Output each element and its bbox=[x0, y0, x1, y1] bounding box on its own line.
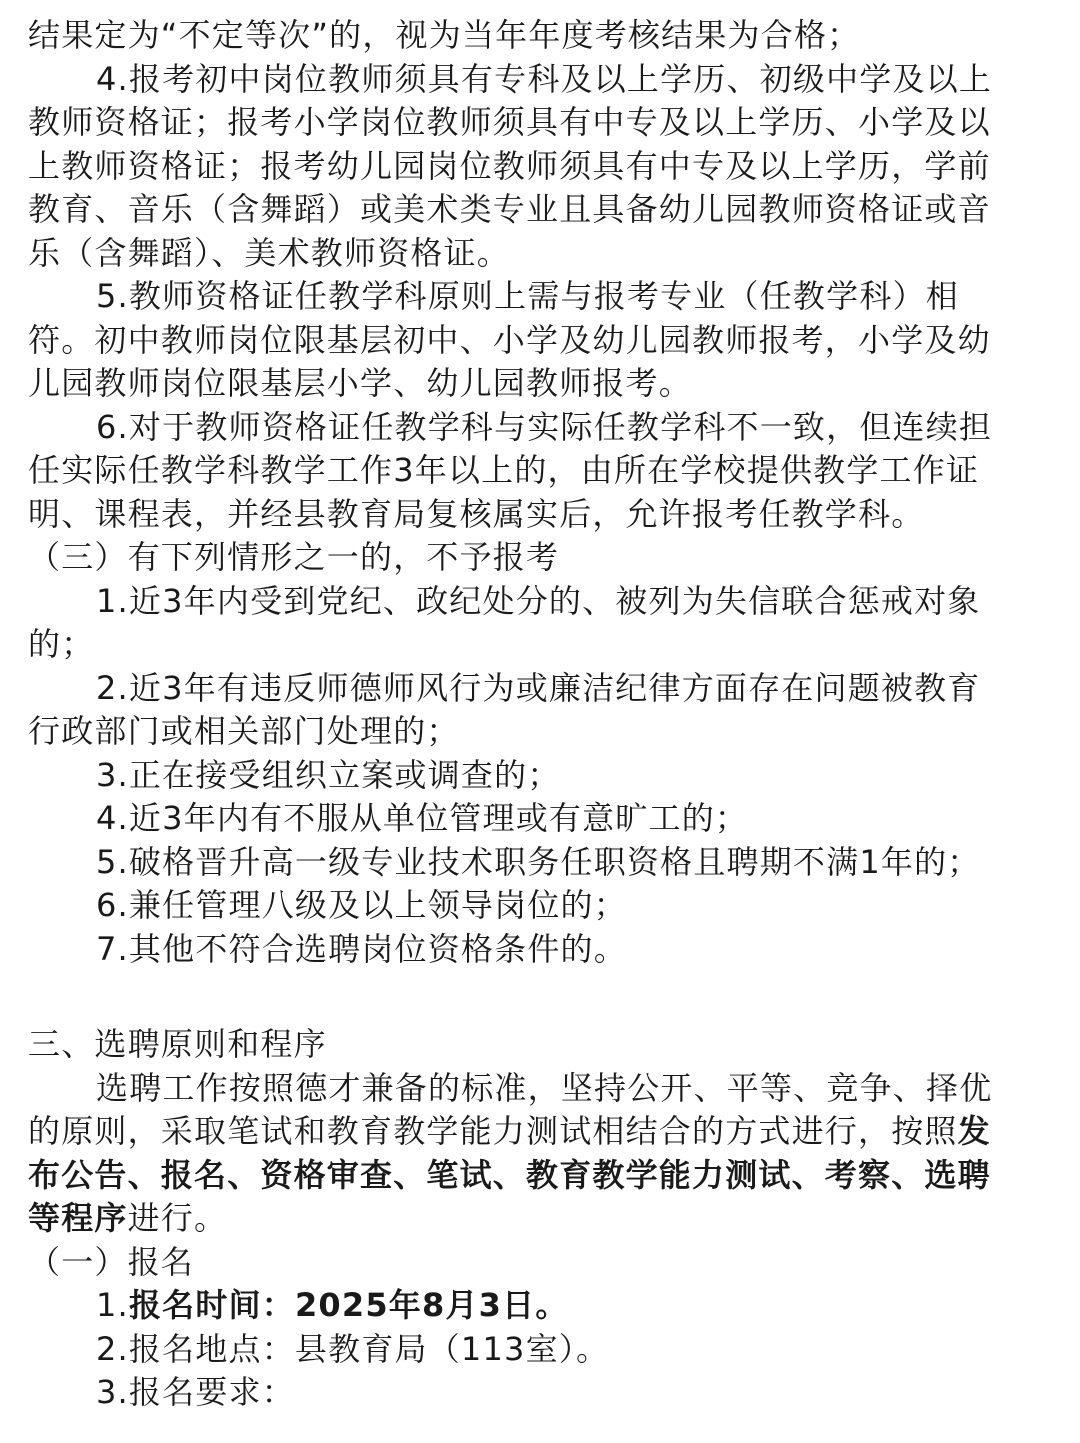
text-line: 上教师资格证；报考幼儿园岗位教师须具有中专及以上学历，学前 bbox=[28, 147, 991, 185]
text-line: 结果定为“不定等次”的，视为当年年度考核结果为合格； bbox=[28, 16, 861, 54]
text-line: 明、课程表，并经县教育局复核属实后，允许报考任教学科。 bbox=[28, 495, 925, 533]
text-line: 选聘工作按照德才兼备的标准，坚持公开、平等、竞争、择优 bbox=[96, 1069, 993, 1107]
text-line: 2.报名地点：县教育局（113室）。 bbox=[96, 1330, 610, 1368]
text-line: 符。初中教师岗位限基层初中、小学及幼儿园教师报考，小学及幼 bbox=[28, 321, 991, 359]
text-line: 4.报考初中岗位教师须具有专科及以上学历、初级中学及以上 bbox=[96, 60, 993, 98]
section-heading: （三）有下列情形之一的，不予报考 bbox=[28, 538, 560, 576]
text-span: 的原则，采取笔试和教育教学能力测试相结合的方式进行，按照 bbox=[28, 1112, 958, 1150]
text-line bbox=[28, 1110, 991, 1154]
bold-text-line: 布公告、报名、资格审查、笔试、教育教学能力测试、考察、选聘 bbox=[28, 1156, 991, 1194]
section-heading: 三、选聘原则和程序 bbox=[28, 1025, 327, 1063]
bold-text-span: 报名时间：2025年8月3日。 bbox=[128, 1286, 569, 1324]
text-line: 7.其他不符合选聘岗位资格条件的。 bbox=[96, 930, 627, 968]
text-line: 6.对于教师资格证任教学科与实际任教学科不一致，但连续担 bbox=[96, 408, 993, 446]
section-heading: （一）报名 bbox=[28, 1243, 195, 1281]
text-line: 1.近3年内受到党纪、政纪处分的、被列为失信联合惩戒对象 bbox=[96, 582, 981, 620]
text-line: 教育、音乐（含舞蹈）或美术类专业且具备幼儿园教师资格证或音 bbox=[28, 190, 991, 228]
text-line: 5.教师资格证任教学科原则上需与报考专业（任教学科）相 bbox=[96, 277, 959, 315]
text-line: 3.正在接受组织立案或调查的； bbox=[96, 756, 561, 794]
text-line: 3.报名要求： bbox=[96, 1373, 295, 1411]
text-line bbox=[96, 1284, 569, 1328]
bold-text-span: 发 bbox=[957, 1112, 991, 1150]
text-line: 乐（含舞蹈）、美术教师资格证。 bbox=[28, 234, 511, 272]
text-line: 5.破格晋升高一级专业技术职务任职资格且聘期不满1年的； bbox=[96, 843, 981, 881]
text-line: 任实际任教学科教学工作3年以上的，由所在学校提供教学工作证 bbox=[28, 451, 980, 489]
text-line: 4.近3年内有不服从单位管理或有意旷工的； bbox=[96, 799, 749, 837]
text-line: 2.近3年有违反师德师风行为或廉洁纪律方面存在问题被教育 bbox=[96, 669, 981, 707]
text-line bbox=[28, 1197, 227, 1241]
text-line: 儿园教师岗位限基层小学、幼儿园教师报考。 bbox=[28, 364, 693, 402]
text-line: 教师资格证；报考小学岗位教师须具有中专及以上学历、小学及以 bbox=[28, 103, 991, 141]
text-line: 6.兼任管理八级及以上领导岗位的； bbox=[96, 886, 627, 924]
bold-text-span: 等程序 bbox=[28, 1199, 128, 1237]
text-span: 1. bbox=[96, 1286, 129, 1324]
text-line: 的； bbox=[28, 625, 95, 663]
text-span: 进行。 bbox=[127, 1199, 228, 1237]
text-line: 行政部门或相关部门处理的； bbox=[28, 712, 460, 750]
